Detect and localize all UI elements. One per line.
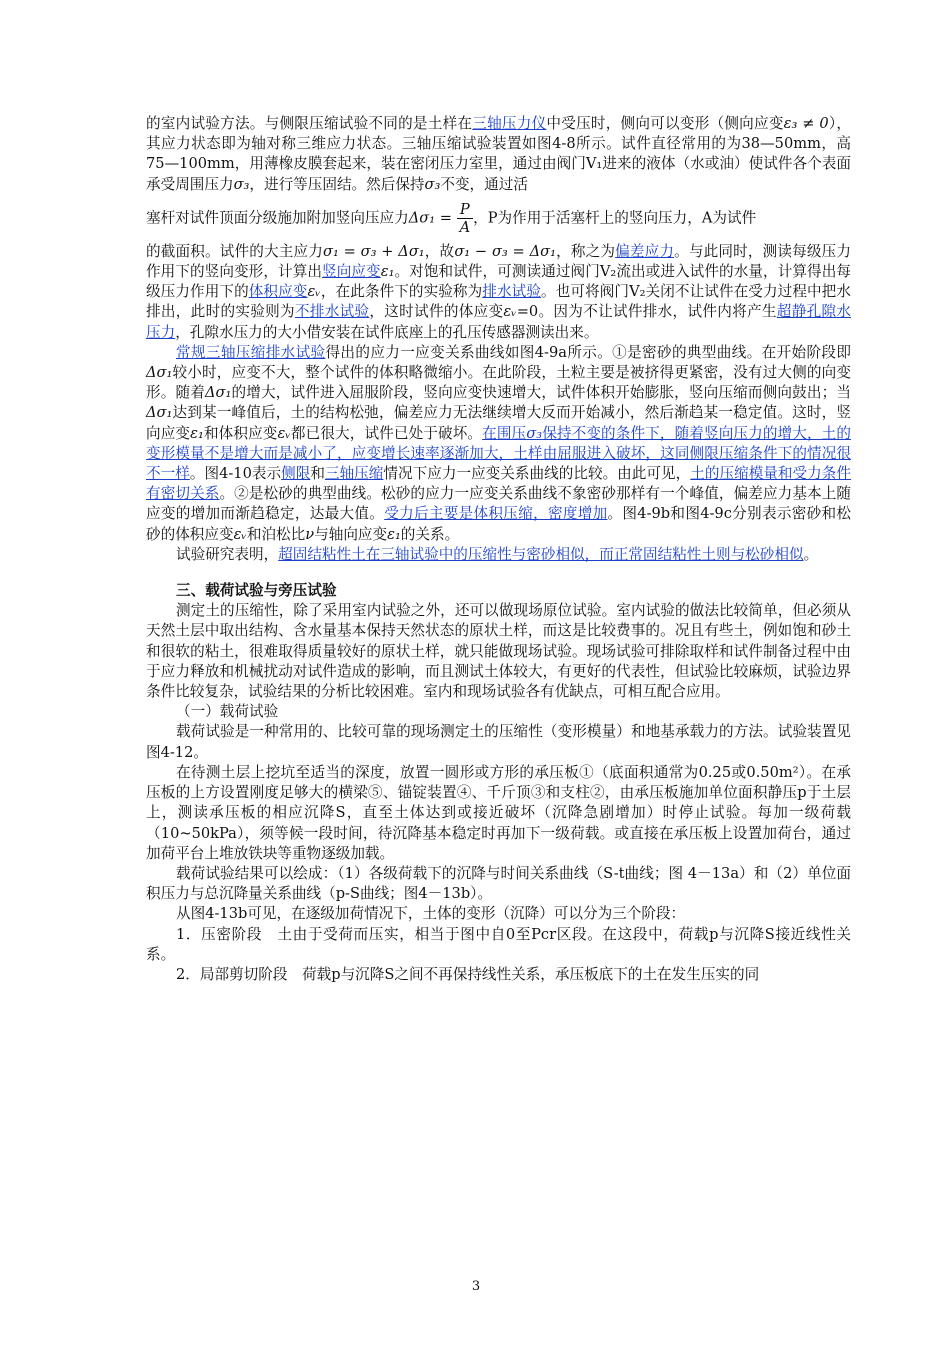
link-confined[interactable]: 侧限 bbox=[281, 465, 311, 483]
math-sigma3: σ₃ bbox=[526, 424, 543, 442]
math-delta-sigma1: Δσ₁ bbox=[146, 404, 173, 422]
page-number: 3 bbox=[471, 1279, 481, 1294]
link-drained-test[interactable]: 排水试验 bbox=[482, 283, 542, 301]
link-modulus-conditions[interactable]: 土的压缩模量和受力条件有密切关系 bbox=[146, 465, 851, 503]
link-volume-compression[interactable]: 受力后主要是体积压缩，密度增加 bbox=[384, 505, 608, 523]
paragraph-11: 1．压密阶段 土由于受荷而压实，相当于图中自0至Pcr区段。在这段中，荷载p与沉降S接近线性关系。 bbox=[146, 925, 851, 963]
math-epsilon1: ε₁ bbox=[387, 525, 401, 543]
math-epsilon1: ε₁ bbox=[190, 424, 204, 442]
link-volumetric-strain[interactable]: 体积应变 bbox=[248, 283, 308, 301]
math-delta-sigma1: Δσ₁ = bbox=[408, 209, 452, 227]
math-deviator: σ₁ − σ₃ = Δσ₁ bbox=[454, 242, 556, 260]
fraction-p-over-a: $\frac{P}{A}$ bbox=[457, 201, 474, 236]
paragraph-3: 的截面积。试件的大主应力σ₁ = σ₃ + Δσ₁，故σ₁ − σ₃ = Δσ₁，称之为偏差应力。与此同时，测读每级压力作用下的竖向变形，计算出竖向应变ε₁。对饱和试件，可测读通过阀门V₂流出或进入试件的水量，计算得出每级压力作用下的体积应变εᵥ，在此条件下的实验称为排水试验。也可将阀门V₂关闭不让试件在受力过程中把水排出，此时的实验则为不排水试验，这时试件的体应变εᵥ=0。因为不让试件排水，试件内将产生超静孔隙水压力，孔隙水压力的大小借安装在试件底座上的孔压传感器测读出来。 bbox=[146, 242, 851, 341]
link-overconsolidated-clay[interactable]: 超固结粘性土在三轴试验中的压缩性与密砂相似，而正常固结粘性土则与松砂相似 bbox=[278, 545, 804, 563]
paragraph-4: 常规三轴压缩排水试验得出的应力一应变关系曲线如图4-9a所示。①是密砂的典型曲线。在开始阶段即Δσ₁较小时，应变不大，整个试件的体积略微缩小。在此阶段，土粒主要是被挤得更紧密，没有过大侧的向变形。随着Δσ₁的增大，试件进入屈服阶段，竖向应变快速增大，试件体积开始膨胀，竖向压缩而侧向鼓出；当Δσ₁达到某一峰值后，土的结构松弛，偏差应力无法继续增大反而开始减小，然后渐趋某一稳定值。这时，竖向应变ε₁和体积应变εᵥ都已很大，试件已处于破坏。在围压σ₃保持不变的条件下，随着竖向压力的增大，土的变形模量不是增大而是减小了，应变增长速率逐渐加大，土样由屈服进入破坏，这同侧限压缩条件下的情况很不一样。图4-10表示侧限和三轴压缩情况下应力一应变关系曲线的比较。由此可见，土的压缩模量和受力条件有密切关系。②是松砂的典型曲线。松砂的应力一应变关系曲线不象密砂那样有一个峰值，偏差应力基本上随应变的增加而渐趋稳定，达最大值。受力后主要是体积压缩，密度增加。图4-9b和图4-9c分别表示密砂和松砂的体积应变εᵥ和泊松比ν与轴向应变ε₁的关系。 bbox=[146, 343, 851, 543]
link-vertical-strain[interactable]: 竖向应变 bbox=[322, 263, 381, 281]
subsection-title: （一）载荷试验 bbox=[176, 703, 279, 721]
math-epsilon-v: εᵥ bbox=[277, 424, 291, 442]
math-sigma3: σ₃ bbox=[424, 175, 441, 193]
paragraph-5: 试验研究表明，超固结粘性土在三轴试验中的压缩性与密砂相似，而正常固结粘性土则与松砂相似。 bbox=[176, 545, 819, 563]
math-delta-sigma1: Δσ₁ bbox=[146, 364, 173, 382]
paragraph-7: 载荷试验是一种常用的、比较可靠的现场测定土的压缩性（变形模量）和地基承载力的方法。试验装置见图4-12。 bbox=[146, 723, 851, 761]
math-epsilon-v: εᵥ bbox=[307, 283, 321, 301]
link-confining-pressure-note[interactable]: 在围压σ₃保持不变的条件下，随着竖向压力的增大，土的变形模量不是增大而是减小了，应变增长速率逐渐加大，土样由屈服进入破坏，这同侧限压缩条件下的情况很不一样 bbox=[146, 424, 851, 483]
link-undrained-test[interactable]: 不排水试验 bbox=[294, 303, 370, 321]
paragraph-6: 测定土的压缩性，除了采用室内试验之外，还可以做现场原位试验。室内试验的做法比较简单，但必须从天然土层中取出结构、含水量基本保持天然状态的原状土样，而这是比较费事的。况且有些土，例如饱和砂土和很软的粘土，很难取得质量较好的原状土样，就只能做现场试验。现场试验可排除取样和试件制备过程中由于应力释放和机械扰动对试件造成的影响，而且测试土体较大，有更好的代表性，但试验比较麻烦，试验边界条件比较复杂，试验结果的分析比较困难。室内和现场试验各有优缺点，可相互配合应用。 bbox=[146, 602, 851, 701]
math-sigma3: σ₃ bbox=[233, 175, 250, 193]
paragraph-12: 2．局部剪切阶段 荷载p与沉降S之间不再保持线性关系，承压板底下的土在发生压实的同 bbox=[176, 965, 760, 983]
math-lateral-strain: ε₃ ≠ 0 bbox=[783, 115, 829, 132]
paragraph-2: 塞杆对试件顶面分级施加附加竖向压应力Δσ₁ = $\frac{P}{A}$ ，P为作用于活塞杆上的竖向压力，A为试件 bbox=[146, 200, 757, 236]
paragraph-9: 载荷试验结果可以绘成：（1）各级荷载下的沉降与时间关系曲线（S-t曲线；图 4－13a）和（2）单位面积压力与总沉降量关系曲线（p-S曲线；图4－13b）。 bbox=[146, 864, 851, 903]
math-major-stress: σ₁ = σ₃ + Δσ₁ bbox=[323, 242, 425, 260]
paragraph-1: 的室内试验方法。与侧限压缩试验不同的是土样在三轴压力仪中受压时，侧向可以变形（侧向应变ε₃ ≠ 0），其应力状态即为轴对称三维应力状态。三轴压缩试验装置如图4-8所示。试件直径常用的为38—50mm，高75—100mm，用薄橡皮膜套起来，装在密闭压力室里，通过由阀门V₁进来的液体（水或油）使试件各个表面承受周围压力σ₃，进行等压固结。然后保持σ₃不变，通过活 bbox=[146, 115, 851, 193]
math-epsilon-v: εᵥ bbox=[233, 525, 247, 543]
math-epsilon-v: εᵥ bbox=[503, 303, 517, 321]
paragraph-8: 在待测土层上挖坑至适当的深度，放置一圆形或方形的承压板①（底面积通常为0.25或0.50m²）。在承压板的上方设置刚度足够大的横梁⑤、锚锭装置④、千斤顶③和支柱②，由承压板施加单位面积静压p于土层上，测读承压板的相应沉降S，直至土体达到或接近破坏（沉降急剧增加）时停止试验。每加一级荷载（10~50kPa），须等候一段时间，待沉降基本稳定时再加下一级荷载。或直接在承压板上设置加荷台，通过加荷平台上堆放铁块等重物逐级加载。 bbox=[146, 763, 851, 862]
link-excess-pore-pressure[interactable]: 超静孔隙水压力 bbox=[146, 303, 851, 341]
math-epsilon1: ε₁ bbox=[380, 263, 395, 281]
section-title: 三、载荷试验与旁压试验 bbox=[176, 582, 337, 600]
link-triaxial-compression[interactable]: 三轴压缩 bbox=[324, 465, 384, 483]
math-nu: ν bbox=[305, 525, 315, 543]
link-conventional-drained-test[interactable]: 常规三轴压缩排水试验 bbox=[176, 343, 326, 361]
paragraph-10: 从图4-13b可见，在逐级加荷情况下，土体的变形（沉降）可以分为三个阶段： bbox=[176, 905, 686, 923]
link-triaxial-apparatus[interactable]: 三轴压力仪 bbox=[472, 115, 547, 132]
page-content bbox=[146, 114, 851, 985]
math-delta-sigma1: Δσ₁ bbox=[205, 384, 232, 402]
link-deviator-stress[interactable]: 偏差应力 bbox=[615, 242, 675, 260]
